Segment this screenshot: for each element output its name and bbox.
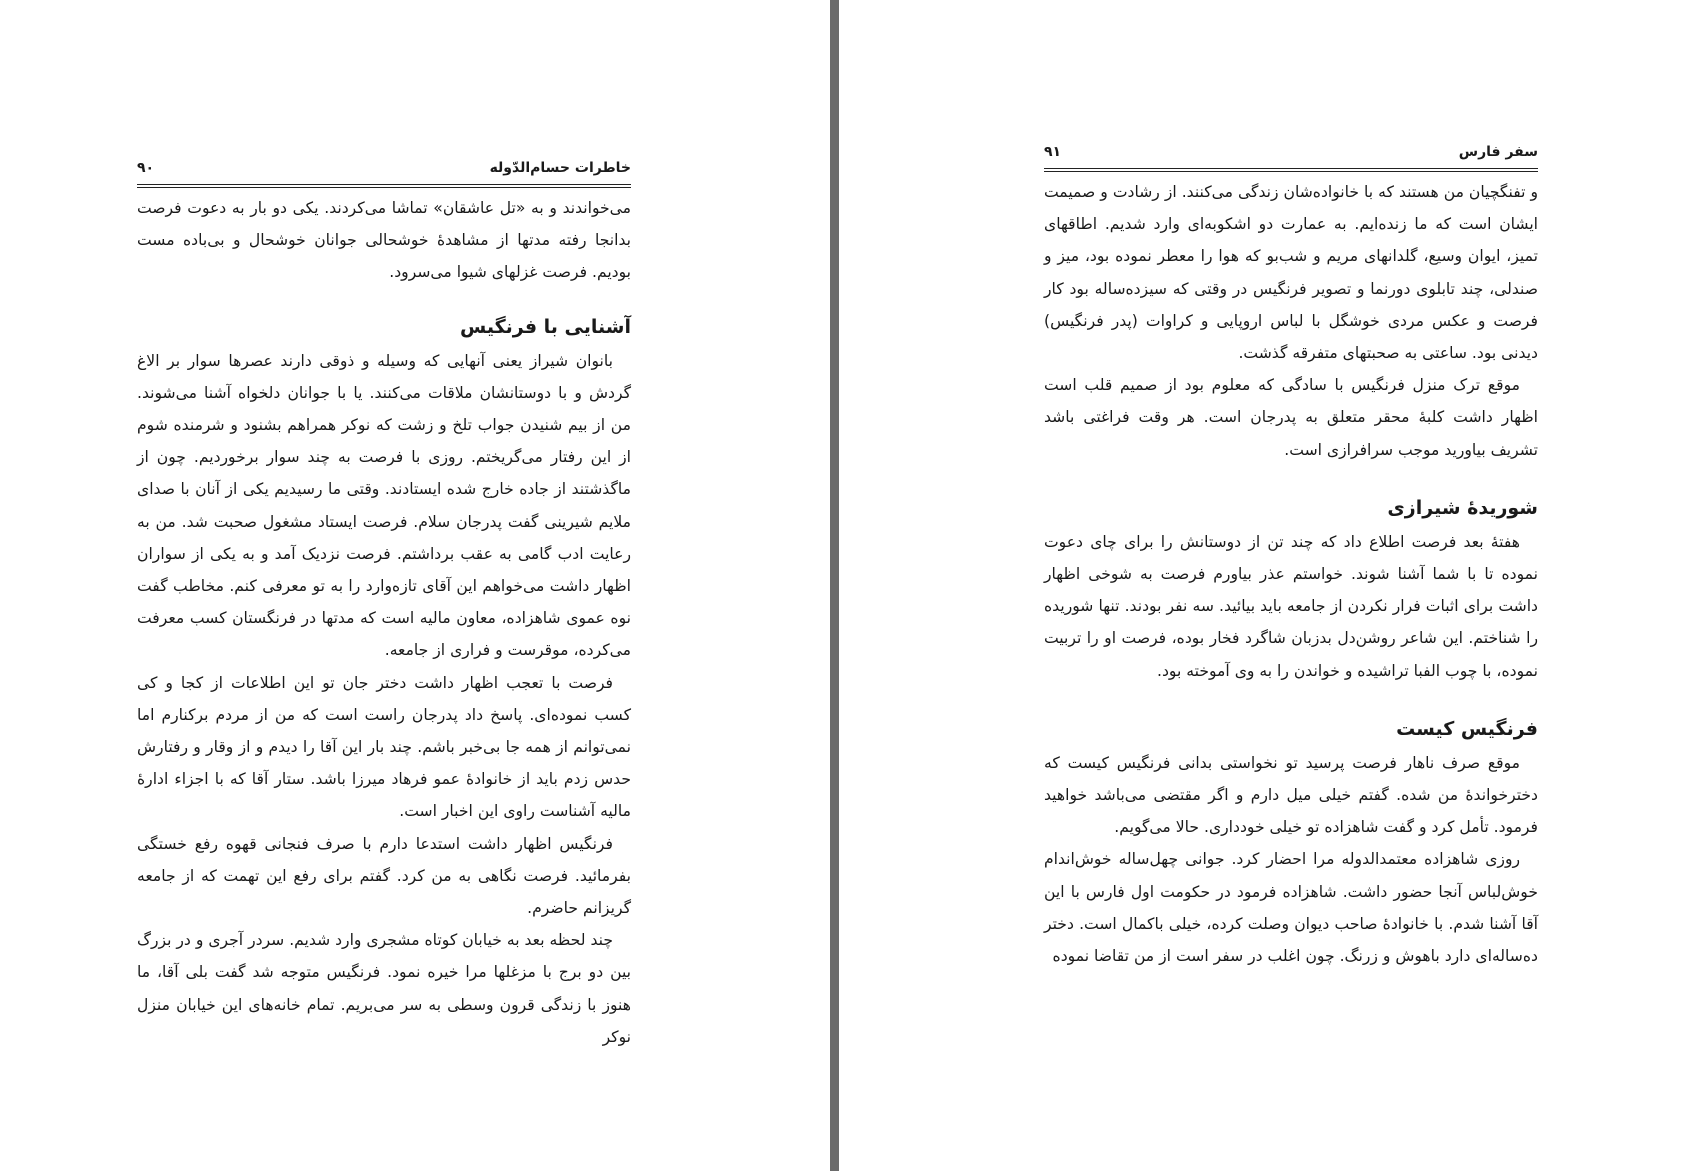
running-header xyxy=(137,160,631,184)
paragraph: فرصت با تعجب اظهار داشت دختر جان تو این اطلاعات از کجا و کی کسب نموده‌ای. پاسخ داد پدرجان راست است که من از مردم برکنارم اما نمی‌توانم از همه جا بی‌خبر باشم. چند بار این آقا را دیدم و از وقار و رفتارش حدس زدم باید از خانوادهٔ عمو فرهاد میرزا باشد. ستار آقا که با اجزاء ادارهٔ مالیه آشناست راوی این اخبار است. xyxy=(137,673,631,821)
section-heading: فرنگیس کیست xyxy=(1396,717,1538,740)
paragraph: و تفنگچیان من هستند که با خانواده‌شان زندگی می‌کنند. از رشادت و صمیمت ایشان است که ما زنده‌ایم. به عمارت دو اشکوبه‌ای وارد شدیم. اطاقهای تمیز، ایوان وسیع، گلدانهای مریم و شب‌بو که هوا را معطر نموده بود، میز و صندلی، چند تابلوی دورنما و تصویر فرنگیس در وقتی که سیزده‌ساله بود کار فرصت و عکس مردی خوشگل با لباس اروپایی و کراوات (پدر فرنگیس) دیدنی بود. ساعتی به صحبتهای متفرقه گذشت. xyxy=(1044,183,1538,363)
right-page-content xyxy=(1044,144,1538,972)
page-title: خاطرات حسام‌الدّوله xyxy=(489,160,631,176)
section-heading: آشنایی با فرنگیس xyxy=(460,315,631,338)
section-heading: شوریدهٔ شیرازی xyxy=(1387,496,1538,519)
header-rule xyxy=(137,184,631,188)
left-page xyxy=(0,0,830,1171)
right-page xyxy=(839,0,1684,1171)
page-number: ۹۱ xyxy=(1044,144,1062,160)
page-title: سفر فارس xyxy=(1458,144,1538,160)
paragraph: موقع ترک منزل فرنگیس با سادگی که معلوم بود از صمیم قلب است اظهار داشت کلبهٔ محقر متعلق به پدرجان است. هر وقت فراغتی باشد تشریف بیاورید موجب سرافرازی است. xyxy=(1044,376,1538,459)
running-header xyxy=(1044,144,1538,168)
paragraph: چند لحظه بعد به خیابان کوتاه مشجری وارد شدیم. سردر آجری و در بزرگ بین دو برج با مزغلها مرا خیره نمود. فرنگیس متوجه شد گفت بلی آقا، ما هنوز با زندگی قرون وسطی به سر می‌بریم. تمام خانه‌های این خیابان منزل نوکر xyxy=(137,931,631,1046)
paragraph: روزی شاهزاده معتمدالدوله مرا احضار کرد. جوانی چهل‌ساله خوش‌اندام خوش‌لباس آنجا حضور داشت. شاهزاده فرمود در حکومت اول فارس با این آقا آشنا شدم. با خانوادهٔ صاحب دیوان وصلت کرده، خیلی باکمال است. دختر ده‌ساله‌ای دارد باهوش و زرنگ. چون اغلب در سفر است از من تقاضا نموده xyxy=(1044,850,1538,966)
book-gutter xyxy=(830,0,839,1171)
header-rule xyxy=(1044,168,1538,172)
paragraph: هفتهٔ بعد فرصت اطلاع داد که چند تن از دوستانش را برای چای دعوت نموده تا با شما آشنا شوند. خواستم عذر بیاورم فرصت به شوخی اظهار داشت برای اثبات فرار نکردن از جامعه باید بیائید. سه نفر بودند. تنها شوریده را شناختم. این شاعر روشن‌دل بدزبان شاگرد فخار بوده، فرصت او را تربیت نموده، با چوب الفبا تراشیده و خواندن را به وی آموخته بود. xyxy=(1044,532,1538,680)
page-number: ۹۰ xyxy=(137,160,155,176)
paragraph: می‌خواندند و به «تل عاشقان» تماشا می‌کردند. یکی دو بار به دعوت فرصت بدانجا رفته مدتها از مشاهدهٔ خوشحالی جوانان خوشحال و بی‌باده مست بودیم. فرصت غزلهای شیوا می‌سرود. xyxy=(137,199,631,282)
page-body xyxy=(1044,176,1538,972)
paragraph: بانوان شیراز یعنی آنهایی که وسیله و ذوقی دارند عصرها سوار بر الاغ گردش و با دوستانشان ملاقات می‌کنند. یا با جوانان دلخواه آشنا می‌شوند. من از بیم شنیدن جواب تلخ و زشت که نوکر همراهم بشنود و شرمنده شوم از این رفتار می‌گریختم. روزی با فرصت به چند سوار برخوردیم. چون از ماگذشتند از جاده خارج شده ایستادند. وقتی ما رسیدیم یکی از آنان با صدای ملایم شیرینی گفت پدرجان سلام. فرصت ایستاد مشغول صحبت شد. من به رعایت ادب گامی به عقب برداشتم. فرصت نزدیک آمد و به یکی از سواران اظهار داشت می‌خواهم این آقای تازه‌وارد را به تو معرفی کنم. مخاطب گفت نوه عموی شاهزاده، معاون مالیه است که مدتها در فرنگستان کسب معرفت می‌کرده، موقرست و فراری از جامعه. xyxy=(137,351,631,660)
paragraph: فرنگیس اظهار داشت استدعا دارم با صرف فنجانی قهوه رفع خستگی بفرمائید. فرصت نگاهی به من کرد. گفتم برای رفع این تهمت که از جامعه گریزانم حاضرم. xyxy=(137,834,631,918)
page-body xyxy=(137,192,631,1053)
left-page-content xyxy=(137,160,631,1053)
paragraph: موقع صرف ناهار فرصت پرسید تو نخواستی بدانی فرنگیس کیست که دخترخواندهٔ من شده. گفتم خیلی میل دارم و اگر مقتضی می‌باشد خواهید فرمود. تأمل کرد و گفت شاهزاده تو خیلی خودداری. حالا می‌گویم. xyxy=(1044,753,1538,837)
